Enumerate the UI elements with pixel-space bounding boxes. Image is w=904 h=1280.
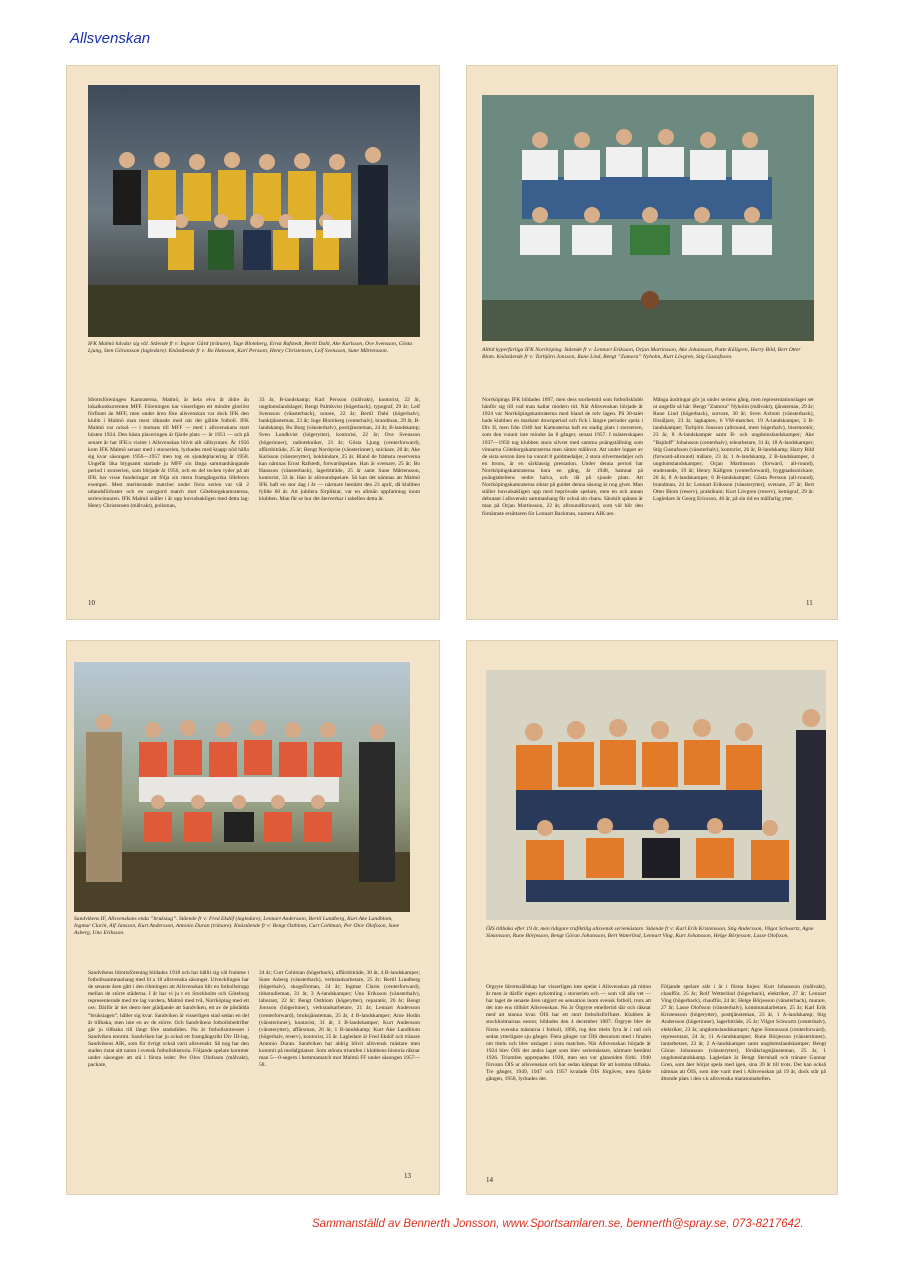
article-column-1: Idrottsföreningen Kamraterna, Malmö, är hela elva år äldre än lokalkonkurrenten MFF. Föreningen har visserligen ett mindre gloriöst förflutet än MFF, men under åren före allsvenskan var dock IFK den klubb i Malmö man mest räknade med när det gällde fotboll. IFK Malmö var också — i motsats till MFF — med i allsvenskans start hösten 1924. Den bästa placeringen är fjärde plats — år 1951 — och på senare år har IFK:s visiter i Allsvenskan blivit allt sällsyntare. År 1956 kom IFK Malmö senast med i storserien, lyckades med knapp nöd hålla sig kvar säsongen 1956—1957 men tog en sjundeplacering år 1958. Ungefär lika blygsamt startade ju MFF sin långa sammanhängande period i storserien, som började år 1956, och en del tecken tyder på att IFK har visse funderingar att följa sin mera framgångsrika lillebrors exempel. Mest meriterande matcher under förra serien var väl 2 utlandsförluster och en oavgjord match mot Göteborgskamraterna, seriewinnaren. IFK Malmö ställer i år upp huvudsakligen med detta lag: Henry Christensen (målvakt), polisman, (88, 397, 249, 510)
photo-caption: Sandvikens IF, Allsvenskans enda ”bruksiag”. Stående fr v: Fred Ekdöf (lagledare), Lennart Andersson, Bertil Lundberg, Kurt Ake Landblom, Ingmar Clarin, Alf Jansson, Kurt Andersson, Antonio Duran (tränare). Knästående fr v: Bengt Osthlom, Curt Cohlman, Per Olov Olofsson, Sune Asberg, Uno Eriksson. (74, 916, 400, 937)
article-column-2: Många ändringar gör ju under seriens gång, men representationslaget ser ut ungefär så här: Bengt ”Zamora” Nyholm (målvakt), tjänsteman, 29 år; Rune Lind (högerback), survare, 30 år; Sven Axbom (vänsterback), försäljare, 23 år, lagkapten, 6 VM-matcher, 19 A-landskamper, 3 B-landskamper; Torbjörn Jonsson (allround, mest högerhalv), bisemontör, 23 år, 8 A-landskamper samt B- och ungdomslandskamper; Ake ”Bajdoff” Johansson (centerhalv), telearbetare, 31 år, 18 A-landskamper; Stig Gustafsson (vänsterhalv), kontorist, 26 år, B-landskamp; Harry Bild (forward-allround) målare, 23 år, 1 A-landskamp, 2 B-landskamper, 4 ungdomslandskamper; Orjan Martinsson (forward, all-round), studerande, 19 år; Henry Källgren (centerforward), byggnadssnickare, 26 år, 8 A-landskamper, 6 B-landskamper; Gösta Persson (all-round), brandman, 24 år; Lennart Eriksson (vänsterytter), svetsare, 27 år; Bert Otter Blom (reserv), praktikant; Kurt Lövgren (reserv), kemigraf, 29 år. Lagledare är Georg Ericsson, 46 år, på sin tid en målfarlig ytter. (653, 397, 814, 503)
article-column-2: Följande spelare står i år i första linjen: Kurt Johansson (målvakt), chaufför, 25 år; Rolf Wetterlind (högerback), elektriker, 27 år; Lennart Ving (högerback), chaufför, 24 år; Helge Börjesson (vänsterback), murare, 27 år; Lasse Olofsson (vänsterhalv), kommunalarbetare, 25 år; Karl Erik Kristensson (högerytter), posttjänsteman, 23 år, 1 A-landskamp; Stig Andersson (högerinner), lagerbiträde, 25 år; Vilgot Schwartz (centerhalv), elektriker, 23 år, ungdomslandskamper; Agne Simonsson (centerforward), representant, 24 år, 11 A-landskamper; Rune Börjesson (vänsterinner), lantarbetare, 23 år, 2 A-landskamper samt ungdomslandskamper; Bengt Göran Johansson (vänsterytter), försäkringstjänsteman, 25 år, 1 ungdomslandskamp. Lagledare är Bengt Sternhall och tränare Gunnar Gren, som åter börjat spela med igen, sina 39 år till trots. Det kan också nämnas att ÖIS, som inte varit med i Allsvenskan på 19 år, dock står på åttonde plats i den s k allsvenska maratontabellen. (661, 984, 826, 1083)
article-column-1: Norrköpings IFK bildades 1897, men dess storhetstid som fotbollsklubb hänför sig till vad man kallar modern tid. Når Allsvenskan började år 1924 var Norrköpingskamraterna med bland de tolv lagen. På 30-talet hade klubben en markant downperiod och fick i längre perioder spela i Div II, men från 1940 har Kamraterna haft en stadig plats i storserien, som den vunnit inte mindre än 8 gånger, senast 1957. I mästerskapen 1937—1950 tog klubben stora silvret med samma poängställning som vinnarna Göteborgskamraterna men sämre målkvot. Att under loppet av de sista sexton åren ha vunnit 8 guldmedaljer, 2 stora silvermedaljer och en brons, är en särklassig prestation. Under denna period har Norrköpingskamraterna bara en gång, år 1948, hamnat på poängtabellens nedre halva, och då på sjunde plats. Att Norrköpingskamraterna siktar på guldet denna säsong är nog givet. Man ställer huvudsakligen upp med beprövade spelare, men en och annan debutant i allsvenskt sammanhang får också sin chans. Särskilt spänen är man på Orjan Martinsson, 22 år, allroundforward, som väl blir den förnämste ersättaren för Lennart Backman, numera AIK:are. (482, 397, 643, 517)
team-photo-ifk-norrkoping (482, 95, 814, 341)
magazine-page-ifk-norrkoping (466, 65, 838, 620)
article-column-1: Sandvikens Idrottsförening bildades 1918 och har hållit sig väl framme i fotbollssammanhang med bl a 18 allsvenska säsonger. Utvecklingen har de senaste åren gått i den riktningen att Allsvenskan blir en fotbollstrupp mellan de större städerna. I år har vi ju t ex Stockholm och Göteborg representerade med tre lag vardera, Malmö med två, Norrköping med ett osv. Därför är det desto mer glädjande att Sandviken, ett av de påstådda ”bruksiagen”, håller sig kvar. Sandviken är visserligen stad sedan en del år tillbaka, men inte en av de större. Och Sandvikens fotbollsbedrifter går ju tillbaka till långt före stadsdiden. Nu är fotbollsintresset i Sandviken enormt. Sandviken har ju också ett framgångsrikt Div III-lag, Sandvikens AIK, som för övrigt också varit allsvenskt. Så nog har den staden ristat sitt namn i svensk fotbollshistoria. Följande spelare kommer under säsongen att stå i första ledet: Per Olov Olofsson (målvakt), packare, (88, 970, 249, 1069)
magazine-page-ifk-malmo (66, 65, 440, 620)
team-photo-orgryte-is (486, 670, 826, 920)
footer-credit: Sammanställd av Bennerth Jonsson, www.Sportsamlaren.se, bennerth@spray.se, 073-8217642. (312, 1218, 804, 1230)
photo-caption: IFK Malmö håvdar sig väl. Stående fr v: Ingvar Gård (tränare), Tage Blomberg, Ernst Rafstedt, Bertil Dahl, Ake Karlsson, Ove Svensson, Gösta Ljung, Sten Göransson (lagledare). Knästående fr v: Bo Hansson, Karl Persson, Henry Christensen, Leif Svensson, Sune Mårtensson. (88, 341, 413, 355)
article-body (486, 984, 826, 1174)
article-body (482, 397, 814, 597)
page-number: 11 (806, 599, 813, 607)
article-body (88, 397, 420, 597)
magazine-page-sandvikens-if (66, 640, 440, 1195)
header-title: Allsvenskan (70, 30, 151, 47)
article-body (88, 970, 420, 1170)
team-photo-sandvikens-if (74, 662, 410, 912)
article-column-1: Örgryte Idrottssällskap har visserligen inte spelat i Allsvenskan på nitton år men är därför ingen nykomling i storserien och — som väl alla vet — har laget de senaste åren utgjort en sensation inom svensk fotboll, trots att det inte ens tillhört Allsvenskan. Nu är Örgryte emellertid där och räknar med att stanna kvar. ÖIS har ett stort fotbollsförflutet. Klubben är stockholmarnas nestor, bildades den 4 december 1887. Örgryte blev de första svenska mästarna i fotboll, 1896, tog den titeln fyra år i rad och sedan ytterligare sju gånger. Flera gånger var ÖIS dessutom med i finalen om titeln och blev utslaget i sista matchen. När Allsvenskan började år 1924 blev ÖIS det andra laget som blev seriemästare, närmare bestämt 1926. Triumfen upprepades 1928, men sen var glanstiden förbi. 1940 förvann ÖIS ur allsvenskan och har sedan kämpat för att komma tillbaka. Tre gånger, 1949, 1947 och 1957 kvalade ÖIS förgäves, men fjärde gången, 1958, lyckades det. (486, 984, 651, 1083)
magazine-page-orgryte-is (466, 640, 838, 1195)
team-photo-ifk-malmo (88, 85, 420, 337)
article-column-2: 24 år; Curt Cohlman (högerback), affärsbiträde, 30 år, 4 B-landskamper; Sune Asberg (vänsterback), verkstadsarbetare, 25 år; Bertil Lundberg (högerhalv), skogsförman, 24 år; Ingmar Clarin (centerforward), tidsstudieman, 31 år, 3 A-landskamper; Uno Eriksson (vänsterhalv), laborant, 22 år; Bengt Osthlom (högerytter), reparatör, 26 år; Bengt Jonsson (högerinner), verkstadsarbetare, 21 år; Lennart Andersson (centerforward), bruksjänsteman, 25 år, 4 B-landskamper; Arne Hodin (vänsterinner), kontorist, 31 år, 3 B-landskamper; Kurt Andersson (vänsterytter), affärsman, 26 år, 1 B-landskamp; Kurt Ake Landblom (högerhalv, reserv), kontorist, 25 år. Lagledare är Fred Ekdöf och tränare Antonio Duran. Sandviken har aldrig blivit allsvensk mästare men kommit på medaljplatser. Som största triumfen i klubbens historia räknar man 5—0-segern i hemmamatch mot Malmö FF under säsongen 1957—58. (259, 970, 420, 1069)
page-number: 14 (486, 1176, 493, 1184)
page-number: 13 (404, 1172, 411, 1180)
photo-caption: ÖIS tillbaka efter 19 år, men tidigare trafiktilig allsvensk seriemästare. Stående fr v: Karl Erik Kristensson, Stig Andersson, Vilgot Schwartz, Agne Simonsson, Rune Börjesson, Bengt Göran Johansson, Bert Waterlind, Lennart Ving, Kurt Johansson, Helge Börjesson, Lasse Olofsson. (486, 926, 814, 940)
photo-caption: Alltid kyperfarliga IFK Norrköping. Stående fr v: Lennart Eriksson, Orjan Martinsson, Ake Johansson, Putte Källgren, Harry Bild, Bert Otter Blom. Knästående fr v: Torbjörn Jonsson, Rune Lind, Bengt ”Zamora” Nyholm, Kurt Lövgren, Stig Gustafsson. (482, 347, 801, 361)
page-number: 10 (88, 599, 95, 607)
article-column-2: 33 år, B-landskamp; Karl Persson (målvakt), kontorist, 22 år, ungdomslandslaget; Bengt Palmkvist (högerback), typograf, 29 år; Leif Svensson (vänsterback), notare, 22 år; Bertil Dahl (högerhalv), banktjänsteman, 23 år; Inge Blomberg (centerhalv), brandman, 29 år, B-landskamp; Bo Borg (vänsterhalv), posttjänsteman, 24 år, B-landskamp; Sven Lundkvist (högerytter), kontorist, 22 år; Ove Svensson (högerinner), radiotekniker, 21 år; Gösta Ljung (centerforward), affärsbiträde, 25 år; Bengt Nordqvist (vänsterinner), snickare, 20 år; Ake Karlsson (vänsterytter), bokbindare, 25 år. Bland de främsta reserverna kan nämnas Ernst Rafstedt, forwardspelare. Han är svetsare, 25 år; Bo Hansson (vänsterback), lagerbiträde, 25 år samt Sune Mårtensson, kontorist, 33 år. Han är allroundspelare. Så kan det nämnas att Malmö IFK haft en stor dag i år — närmare bestämt den 23 april, då klubben fyllde 60 år. Att jubilera förpliktar, var en allmän uppfattning inom klubben. Man får se hur det återverkar i tabellen detta år. (259, 397, 420, 503)
